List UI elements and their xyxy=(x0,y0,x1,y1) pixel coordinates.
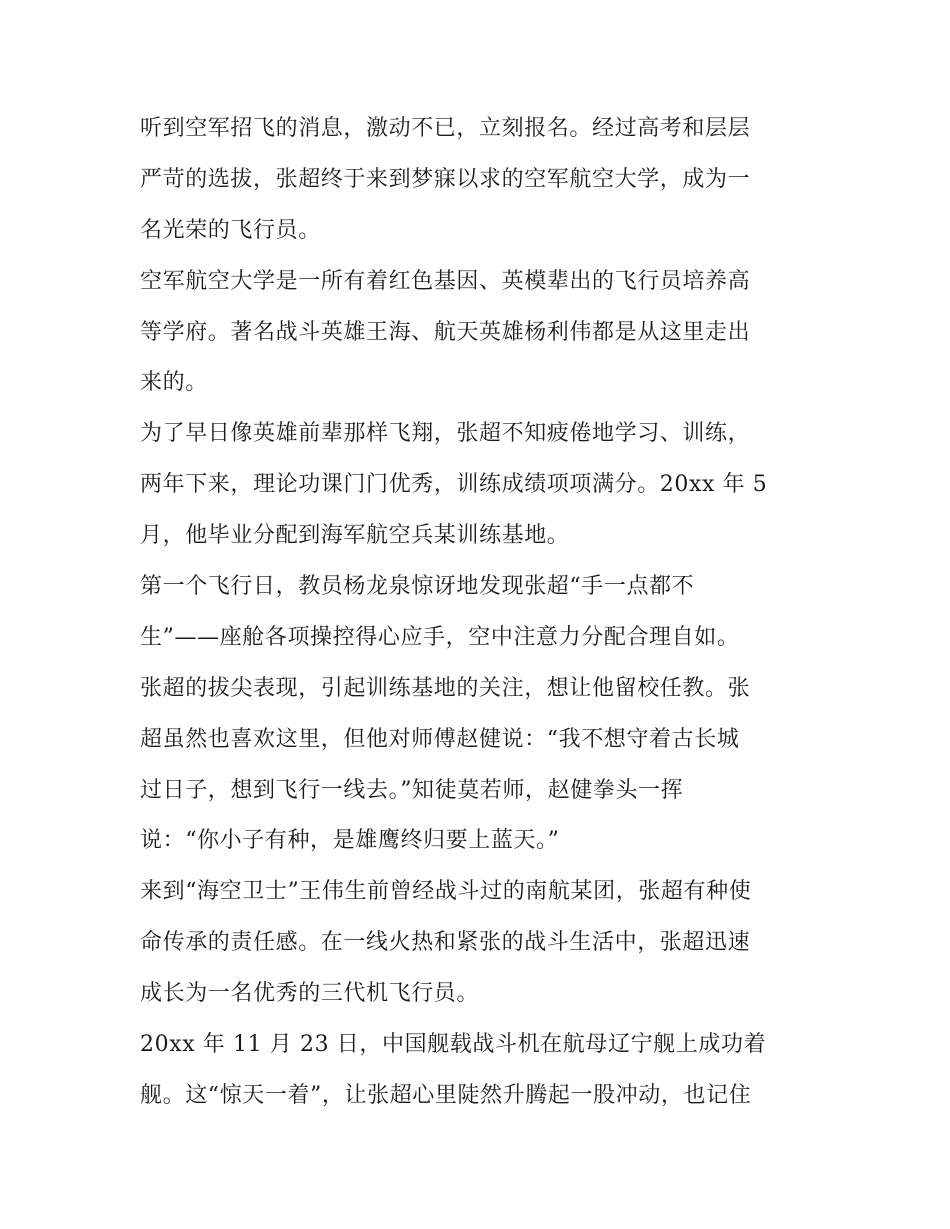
text-line: 名光荣的飞行员。 xyxy=(140,217,321,243)
text-line: 第一个飞行日，教员杨龙泉惊讶地发现张超“手一点都不 xyxy=(140,574,695,600)
text-line: 说：“你小子有种，是雄鹰终归要上蓝天。” xyxy=(140,828,560,854)
text-line: 张超的拔尖表现，引起训练基地的关注，想让他留校任教。张 xyxy=(140,675,751,701)
text-line: 空军航空大学是一所有着红色基因、英模辈出的飞行员培养高 xyxy=(140,268,751,294)
text-line: 20xx 年 11 月 23 日，中国舰载战斗机在航母辽宁舰上成功着 xyxy=(140,1032,767,1058)
text-line: 生”——座舱各项操控得心应手，空中注意力分配合理自如。 xyxy=(140,624,740,650)
text-line: 舰。这“惊天一着”，让张超心里陡然升腾起一股冲动，也记住 xyxy=(140,1082,752,1108)
text-line: 严苛的选拔，张超终于来到梦寐以求的空军航空大学，成为一 xyxy=(140,166,751,192)
document-body xyxy=(140,104,820,1122)
text-line: 来的。 xyxy=(140,370,208,396)
text-line: 命传承的责任感。在一线火热和紧张的战斗生活中，张超迅速 xyxy=(140,930,751,956)
text-line: 超虽然也喜欢这里，但他对师傅赵健说：“我不想守着古长城 xyxy=(140,726,740,752)
text-line: 来到“海空卫士”王伟生前曾经战斗过的南航某团，张超有种使 xyxy=(140,879,752,905)
text-line: 为了早日像英雄前辈那样飞翔，张超不知疲倦地学习、训练， xyxy=(140,421,751,447)
text-line: 等学府。著名战斗英雄王海、航天英雄杨利伟都是从这里走出 xyxy=(140,319,751,345)
text-line: 听到空军招飞的消息，激动不已，立刻报名。经过高考和层层 xyxy=(140,116,751,141)
text-line: 过日子，想到飞行一线去。”知徒莫若师，赵健拳头一挥 xyxy=(140,777,684,803)
text-line: 两年下来，理论功课门门优秀，训练成绩项项满分。20xx 年 5 xyxy=(140,472,768,498)
text-line: 月，他毕业分配到海军航空兵某训练基地。 xyxy=(140,523,570,549)
text-line: 成长为一名优秀的三代机飞行员。 xyxy=(140,981,480,1007)
